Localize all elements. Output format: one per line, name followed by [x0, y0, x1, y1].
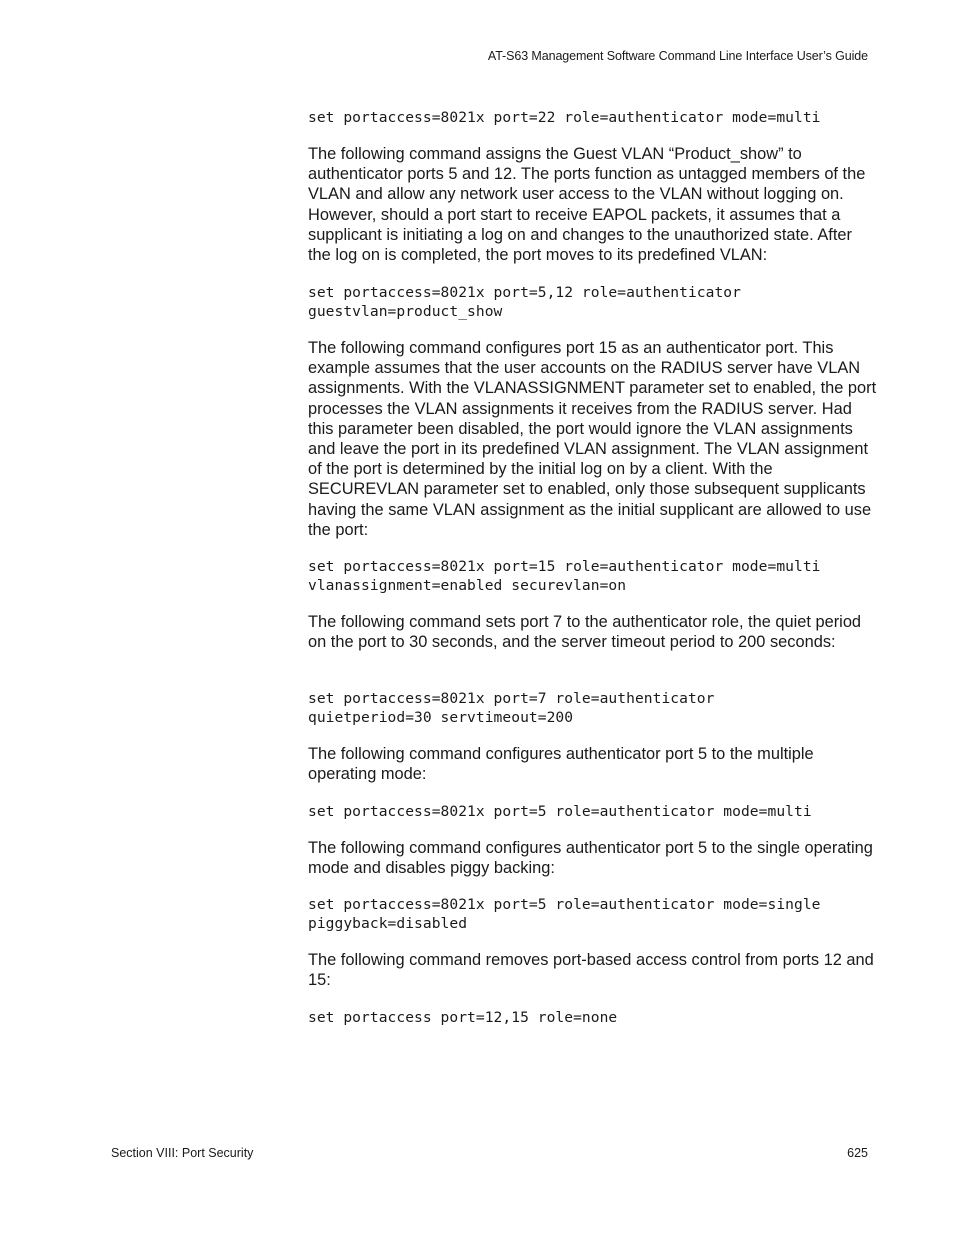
code-example [308, 689, 878, 727]
code-line: set portaccess port=12,15 role=none [308, 1009, 618, 1026]
paragraph: The following command configures authenticator port 5 to the multiple operating mode: [308, 745, 814, 784]
code-example [308, 108, 878, 127]
footer-section: Section VIII: Port Security [111, 1146, 254, 1160]
paragraph: The following command sets port 7 to the authenticator role, the quiet period on the port to 30 seconds, and the server timeout period to 200 seconds: [308, 613, 862, 652]
code-line: set portaccess=8021x port=5 role=authenticator mode=single [308, 896, 821, 913]
code-example [308, 1008, 878, 1027]
code-line: set portaccess=8021x port=15 role=authenticator mode=multi [308, 558, 821, 575]
code-line: guestvlan=product_show [308, 303, 503, 320]
code-line: quietperiod=30 servtimeout=200 [308, 709, 574, 726]
paragraph: The following command removes port-based access control from ports 12 and 15: [308, 951, 874, 990]
code-line: set portaccess=8021x port=5 role=authenticator mode=multi [308, 803, 812, 820]
code-example [308, 557, 878, 595]
code-example [308, 895, 878, 933]
page-number: 625 [847, 1146, 868, 1160]
code-line: set portaccess=8021x port=22 role=authenticator mode=multi [308, 109, 821, 126]
code-line: vlanassignment=enabled securevlan=on [308, 577, 627, 594]
running-header: AT-S63 Management Software Command Line Interface User’s Guide [487, 49, 868, 63]
paragraph: The following command assigns the Guest VLAN “Product_show” to authenticator ports 5 and 12. The ports function as untagged members of the VLAN and allow any network user access to the VLAN without logging on. However, should a port start to receive EAPOL packets, it assumes that a supplicant is initiating a log on and changes to the unauthorized state. After the log on is completed, the port moves to its predefined VLAN: [308, 145, 866, 265]
code-line: piggyback=disabled [308, 915, 468, 932]
paragraph: The following command configures authenticator port 5 to the single operating mode and disables piggy backing: [308, 839, 873, 878]
code-example [308, 802, 878, 821]
code-line: set portaccess=8021x port=7 role=authenticator [308, 690, 715, 707]
paragraph: The following command configures port 15 as an authenticator port. This example assumes that the user accounts on the RADIUS server have VLAN assignments. With the VLANASSIGNMENT parameter set to enabled, the port processes the VLAN assignments it receives from the RADIUS server. Had this parameter been disabled, the port would ignore the VLAN assignments and leave the port in its predefined VLAN assignment. The VLAN assignment of the port is determined by the initial log on by a client. With the SECUREVLAN parameter set to enabled, only those subsequent supplicants having the same VLAN assignment as the initial supplicant are allowed to use the port: [308, 339, 877, 539]
code-example [308, 283, 878, 321]
code-line: set portaccess=8021x port=5,12 role=authenticator [308, 284, 741, 301]
